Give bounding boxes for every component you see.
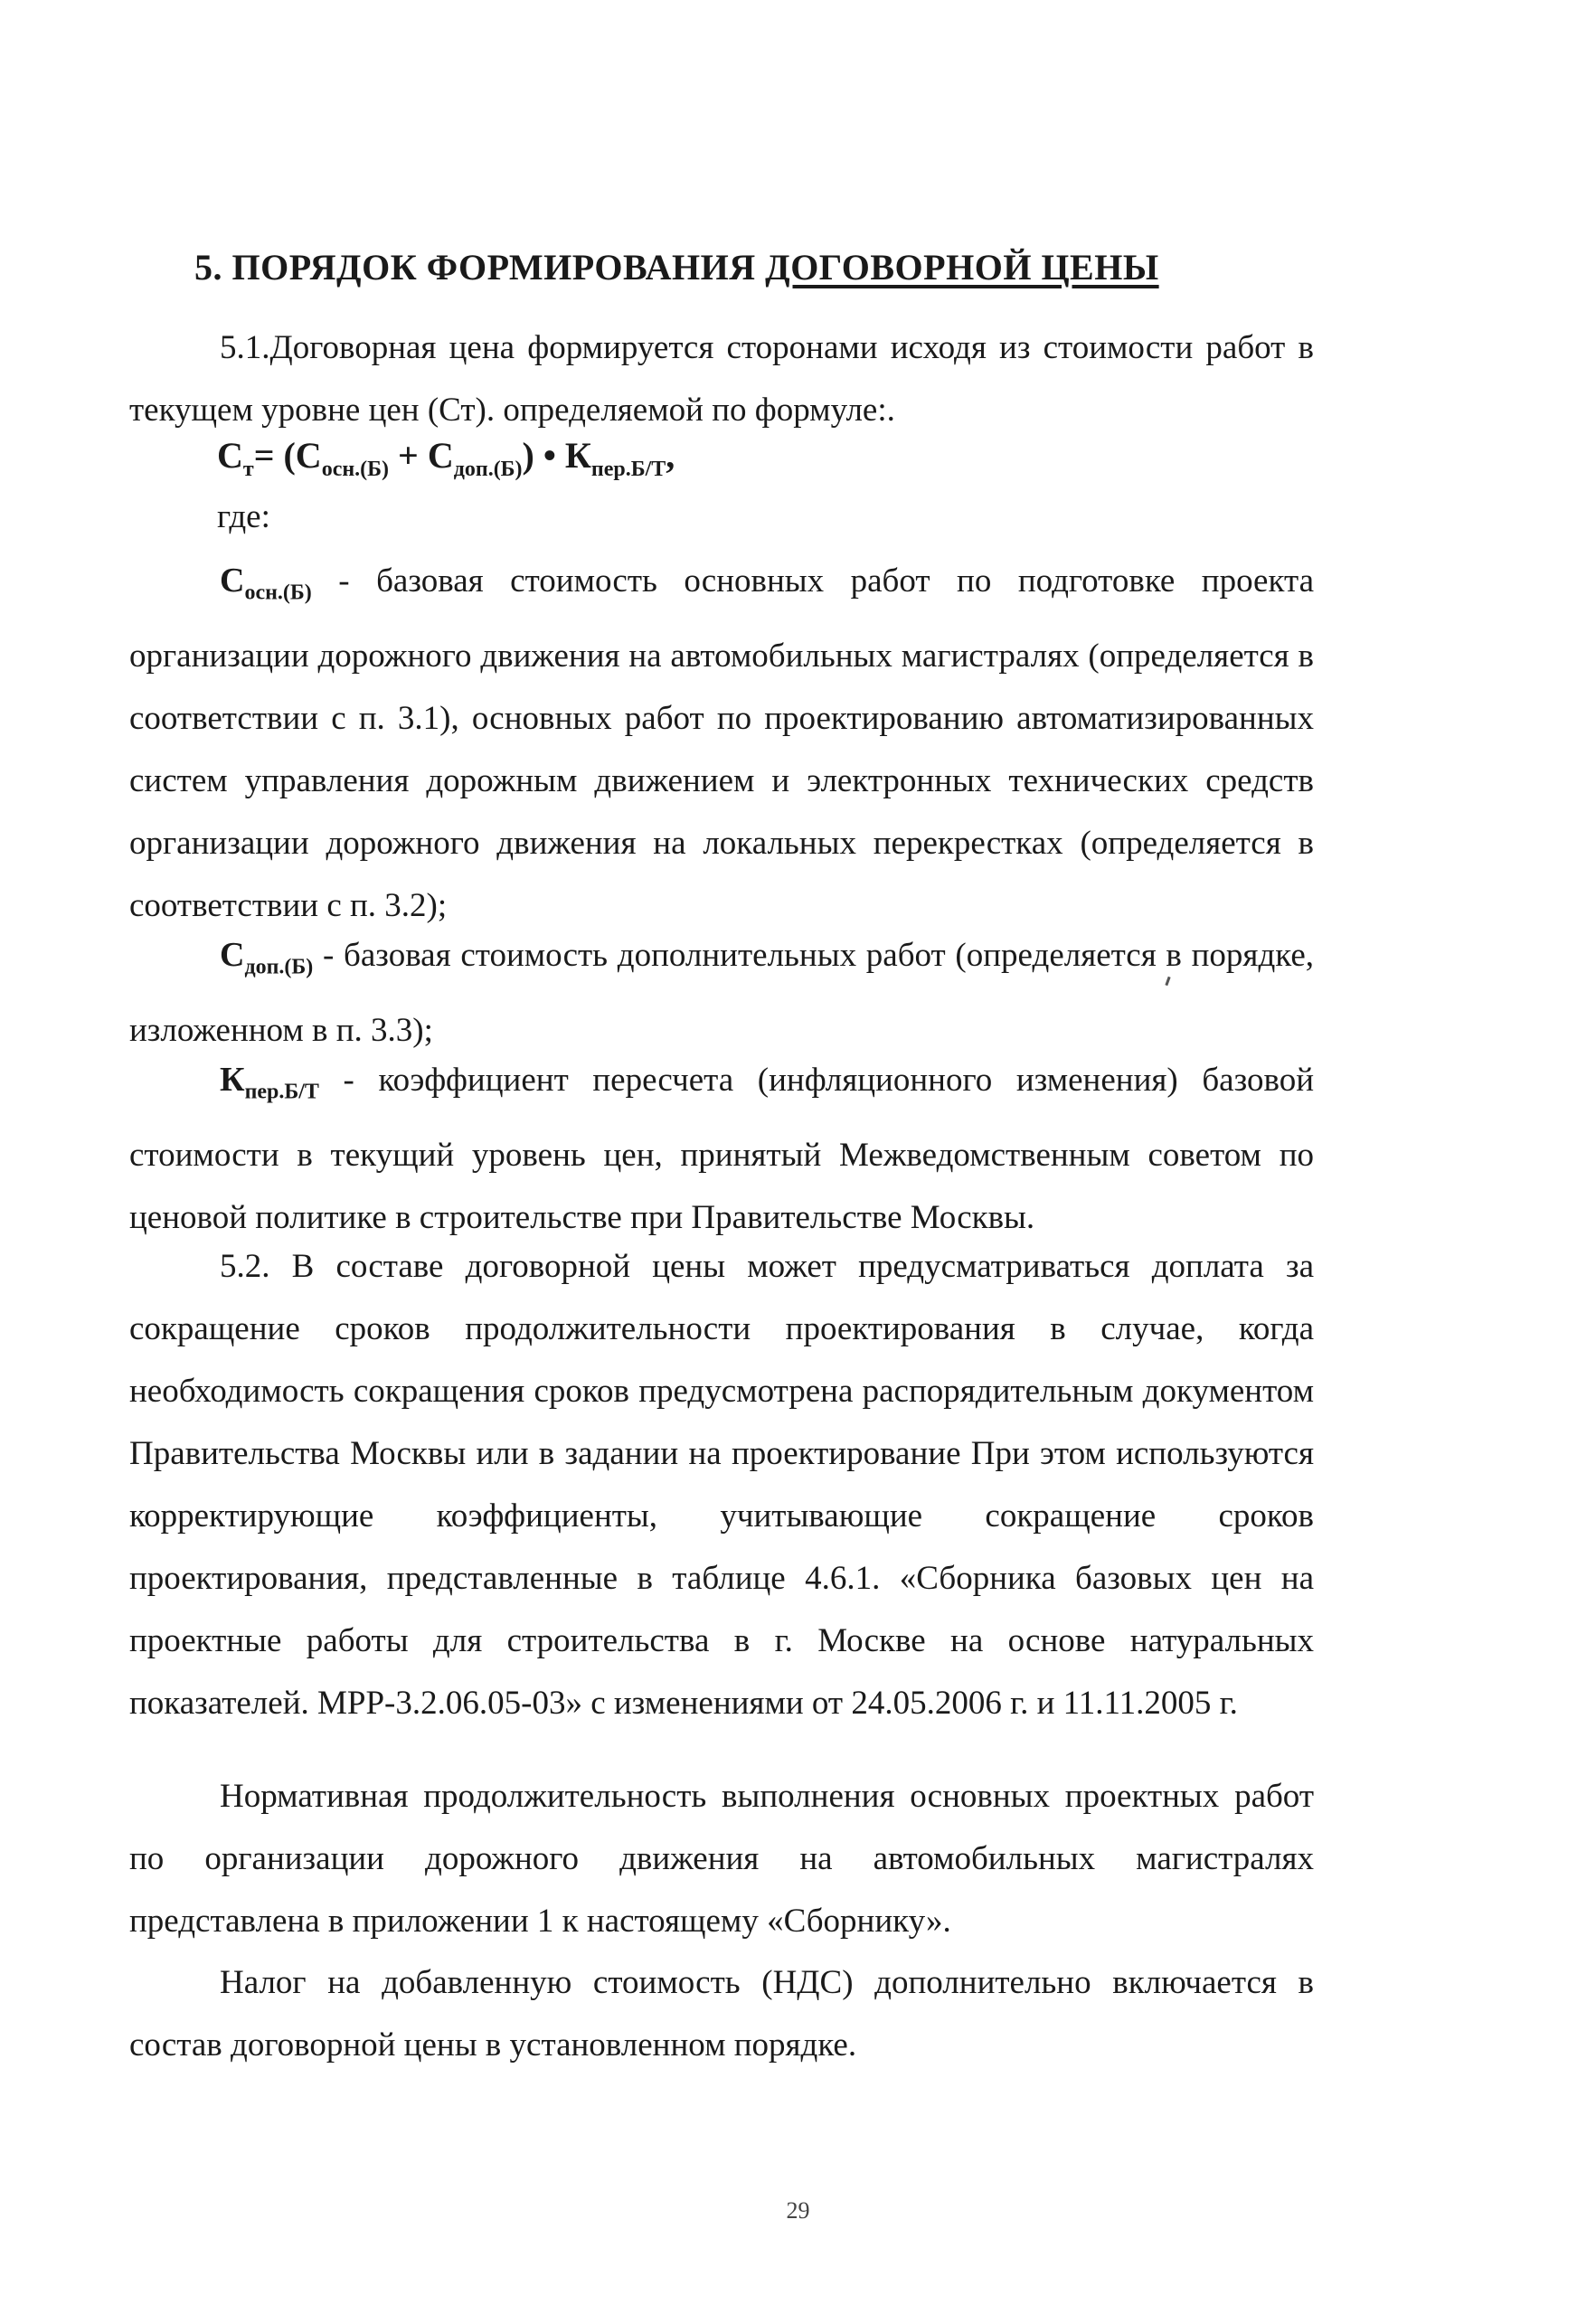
- formula-lhs: С: [217, 435, 243, 476]
- formula-plus: + С: [389, 435, 454, 476]
- formula-tail: ,: [666, 435, 675, 476]
- formula-eq: = (С: [253, 435, 322, 476]
- definition-base-additional: [129, 924, 1314, 1062]
- formula-term2-sub: доп.(Б): [453, 458, 523, 481]
- paragraph-normative-duration: Нормативная продолжительность выполнения основных проектных работ по организации дорожного движения на автомобильных магистралях представлена в приложении 1 к настоящему «Сборнику».: [129, 1778, 1314, 1940]
- def-text: - коэффициент пересчета (инфляционного изменения) базовой стоимости в текущий уровень цен, принятый Межведомственным советом по ценовой политике в строительстве при Правительстве Москвы.: [129, 1062, 1314, 1236]
- def-symbol: $К_{пер.Б/Т}$: [220, 1061, 319, 1104]
- section-heading: [194, 246, 1411, 288]
- def-text: - базовая стоимость дополнительных работ (определяется в порядке, изложенном в п. 3.3);: [129, 937, 1314, 1049]
- where-label: где:: [217, 498, 270, 535]
- paragraph-5-1: 5.1.Договорная цена формируется сторонами исходя из стоимости работ в текущем уровне цен (Ст). определяемой по формуле:.: [129, 329, 1314, 429]
- formula-lhs-sub: т: [242, 458, 254, 481]
- formula-dot: ) • К: [522, 435, 591, 476]
- page-number: 29: [786, 2197, 810, 2224]
- paragraph-5-2: 5.2. В составе договорной цены может предусматриваться доплата за сокращение сроков продолжительности проектирования в случае, когда необходимость сокращения сроков предусмотрена распорядительным документом Правительства Москвы или в задании на проектирование При этом используются корректирующие коэффициенты, учитывающие сокращение сроков проектирования, представленные в таблице 4.6.1. «Сборника базовых цен на проектные работы для строительства в г. Москве на основе натуральных показателей. МРР-3.2.06.05-03» с изменениями от 24.05.2006 г. и 11.11.2005 г.: [129, 1248, 1314, 1722]
- price-formula: [217, 434, 675, 482]
- definition-base-main: [129, 550, 1314, 937]
- def-symbol: $С_{осн.(Б)}$: [220, 562, 312, 605]
- formula-coef-sub: пер.Б/Т: [590, 458, 666, 481]
- def-symbol: $С_{доп.(Б)}$: [220, 936, 314, 979]
- def-text: - базовая стоимость основных работ по подготовке проекта организации дорожного движения на автомобильных магистралях (определяется в соответствии с п. 3.1), основных работ по проектированию автоматизированных систем управления дорожным движением и электронных технических средств организации дорожного движения на локальных перекрестках (определяется в соответствии с п. 3.2);: [129, 562, 1314, 924]
- section-number: 5.: [194, 247, 222, 288]
- formula-term1-sub: осн.(Б): [321, 458, 390, 481]
- section-title-part1: ПОРЯДОК ФОРМИРОВАНИЯ: [231, 247, 756, 288]
- paragraph-vat: Налог на добавленную стоимость (НДС) дополнительно включается в состав договорной цены в установленном порядке.: [129, 1964, 1314, 2064]
- section-title-part2: ДОГОВОРНОЙ ЦЕНЫ: [765, 247, 1159, 288]
- definition-recalc-coefficient: [129, 1049, 1314, 1249]
